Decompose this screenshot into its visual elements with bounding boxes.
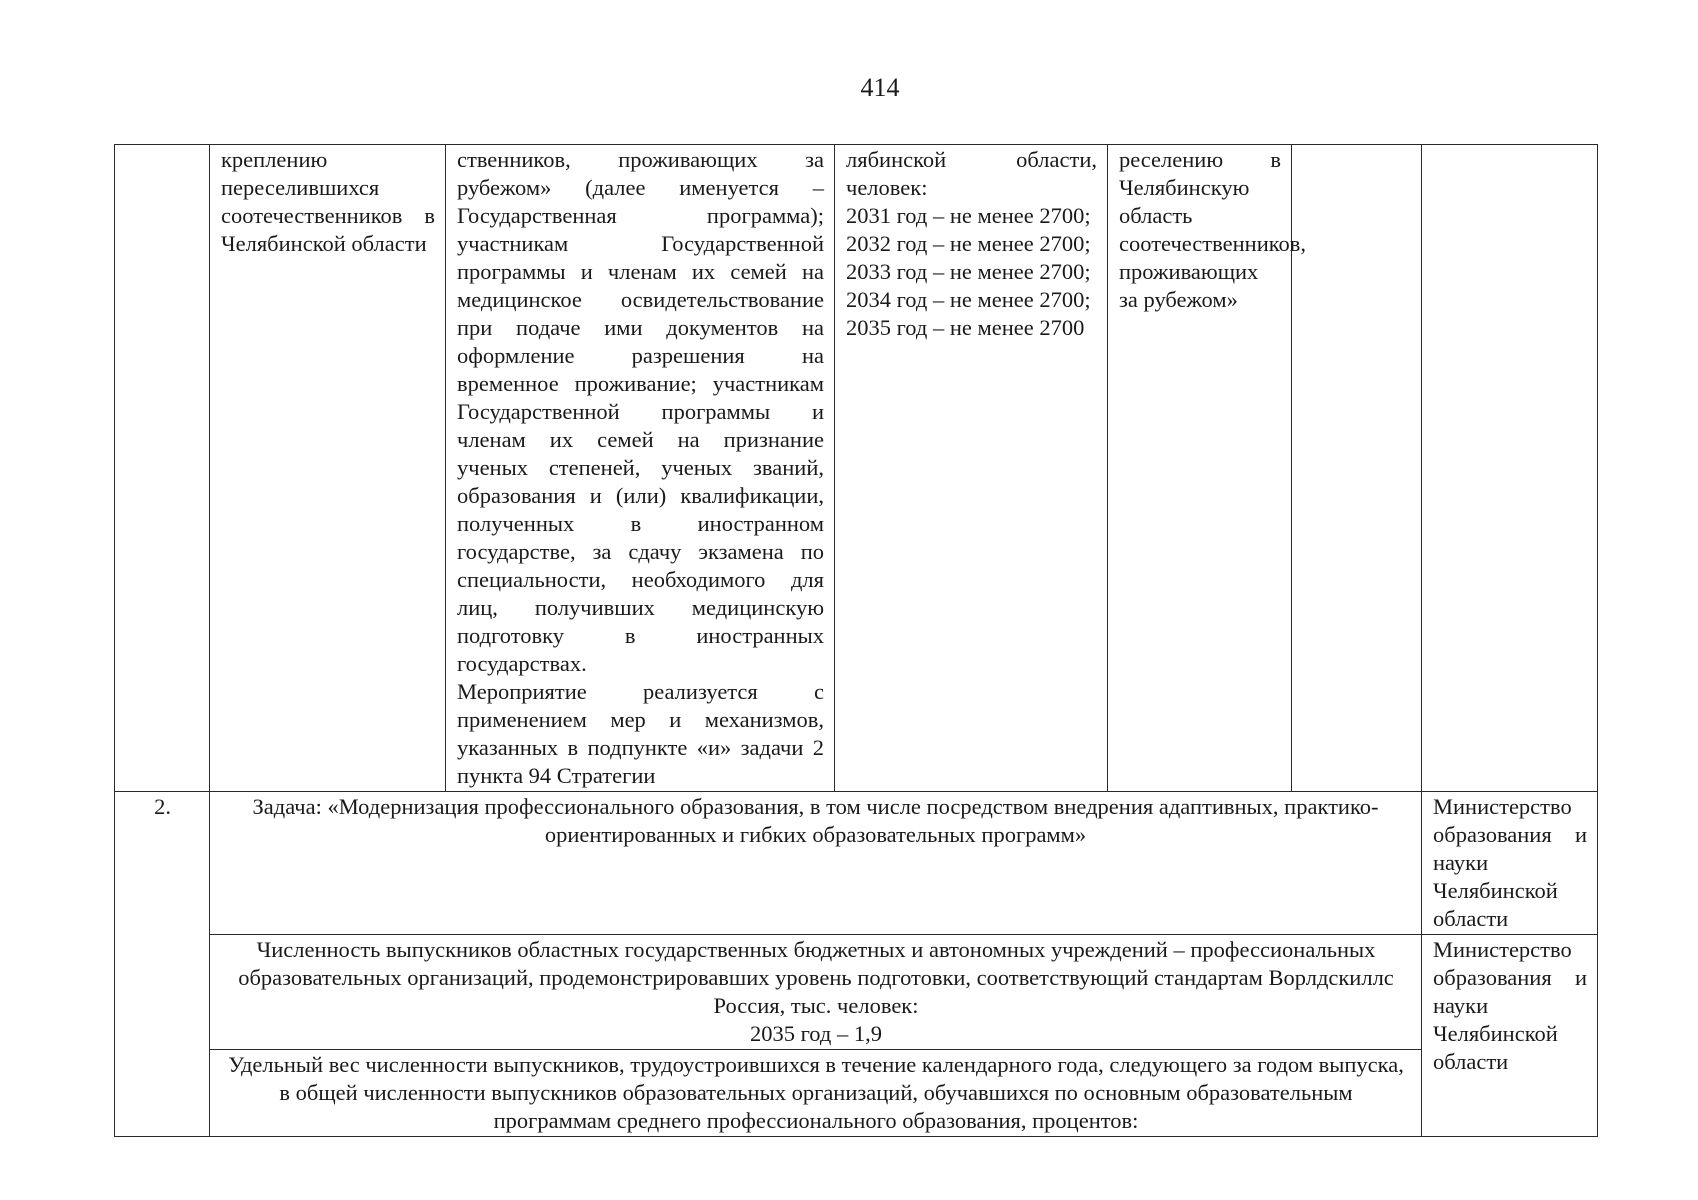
table-row-indicator-2	[115, 1050, 1598, 1137]
program-reference-cell: реселению в Челябинскую область соотечественников, проживающих за рубежом»	[1108, 145, 1292, 792]
indicator-line: 2032 год – не менее 2700;	[846, 231, 1091, 256]
program-table	[114, 144, 1598, 1137]
indicator-line: 2031 год – не менее 2700;	[846, 203, 1091, 228]
indicator-1-value: 2035 год – 1,9	[750, 1021, 882, 1046]
table-row-indicator-1	[115, 935, 1598, 1050]
event-name-cell: креплению переселившихся соотечественников в Челябинской области	[210, 145, 446, 792]
empty-cell	[1422, 145, 1598, 792]
indicator-1-cell	[210, 935, 1422, 1050]
responsible-cell: Министерство образования и науки Челябинской области	[1422, 792, 1598, 935]
event-description-paragraph: ственников, проживающих за рубежом» (далее именуется – Государственная программа); участникам Государственной программы и членам их семей на медицинское освидетельствование при подаче ими документов на оформление разрешения на временное проживание; участникам Государственной программы и членам их семей на признание ученых степеней, ученых званий, образования и (или) квалификации, полученных в иностранном государстве, за сдачу экзамена по специальности, необходимого для лиц, получивших медицинскую подготовку в иностранных государствах.	[457, 147, 824, 676]
indicator-line: 2035 год – не менее 2700	[846, 315, 1085, 340]
task-title-cell: Задача: «Модернизация профессионального образования, в том числе посредством внедрения адаптивных, практико-ориентированных и гибких образовательных программ»	[210, 792, 1422, 935]
indicator-responsible-cell: Министерство образования и науки Челябинской области	[1422, 935, 1598, 1137]
indicator-2-cell: Удельный вес численности выпускников, трудоустроившихся в течение календарного года, следующего за годом выпуска, в общей численности выпускников образовательных организаций, обучавшихся по основным образовательным программам среднего профессионального образования, процентов:	[210, 1050, 1422, 1137]
indicator-line: 2034 год – не менее 2700;	[846, 287, 1091, 312]
indicator-1-text: Численность выпускников областных государственных бюджетных и автономных учреждений – профессиональных образовательных организаций, продемонстрировавших уровень подготовки, соответствующий стандартам Ворлдскиллс Россия, тыс. человек:	[238, 937, 1394, 1018]
table-row-task-2	[115, 792, 1598, 935]
row-number-cell	[115, 145, 210, 792]
indicator-values-cell	[835, 145, 1108, 792]
indicator-line: 2033 год – не менее 2700;	[846, 259, 1091, 284]
table-row-continuation	[115, 145, 1598, 792]
event-mechanism-paragraph: Мероприятие реализуется с применением мер и механизмов, указанных в подпункте «и» задачи 2 пункта 94 Стратегии	[457, 679, 824, 788]
empty-cell	[1292, 145, 1422, 792]
event-description-cell	[446, 145, 835, 792]
indicator-line: лябинской области, человек:	[846, 147, 1097, 200]
page-number: 414	[860, 73, 900, 102]
section-number-cell: 2.	[115, 792, 210, 1137]
